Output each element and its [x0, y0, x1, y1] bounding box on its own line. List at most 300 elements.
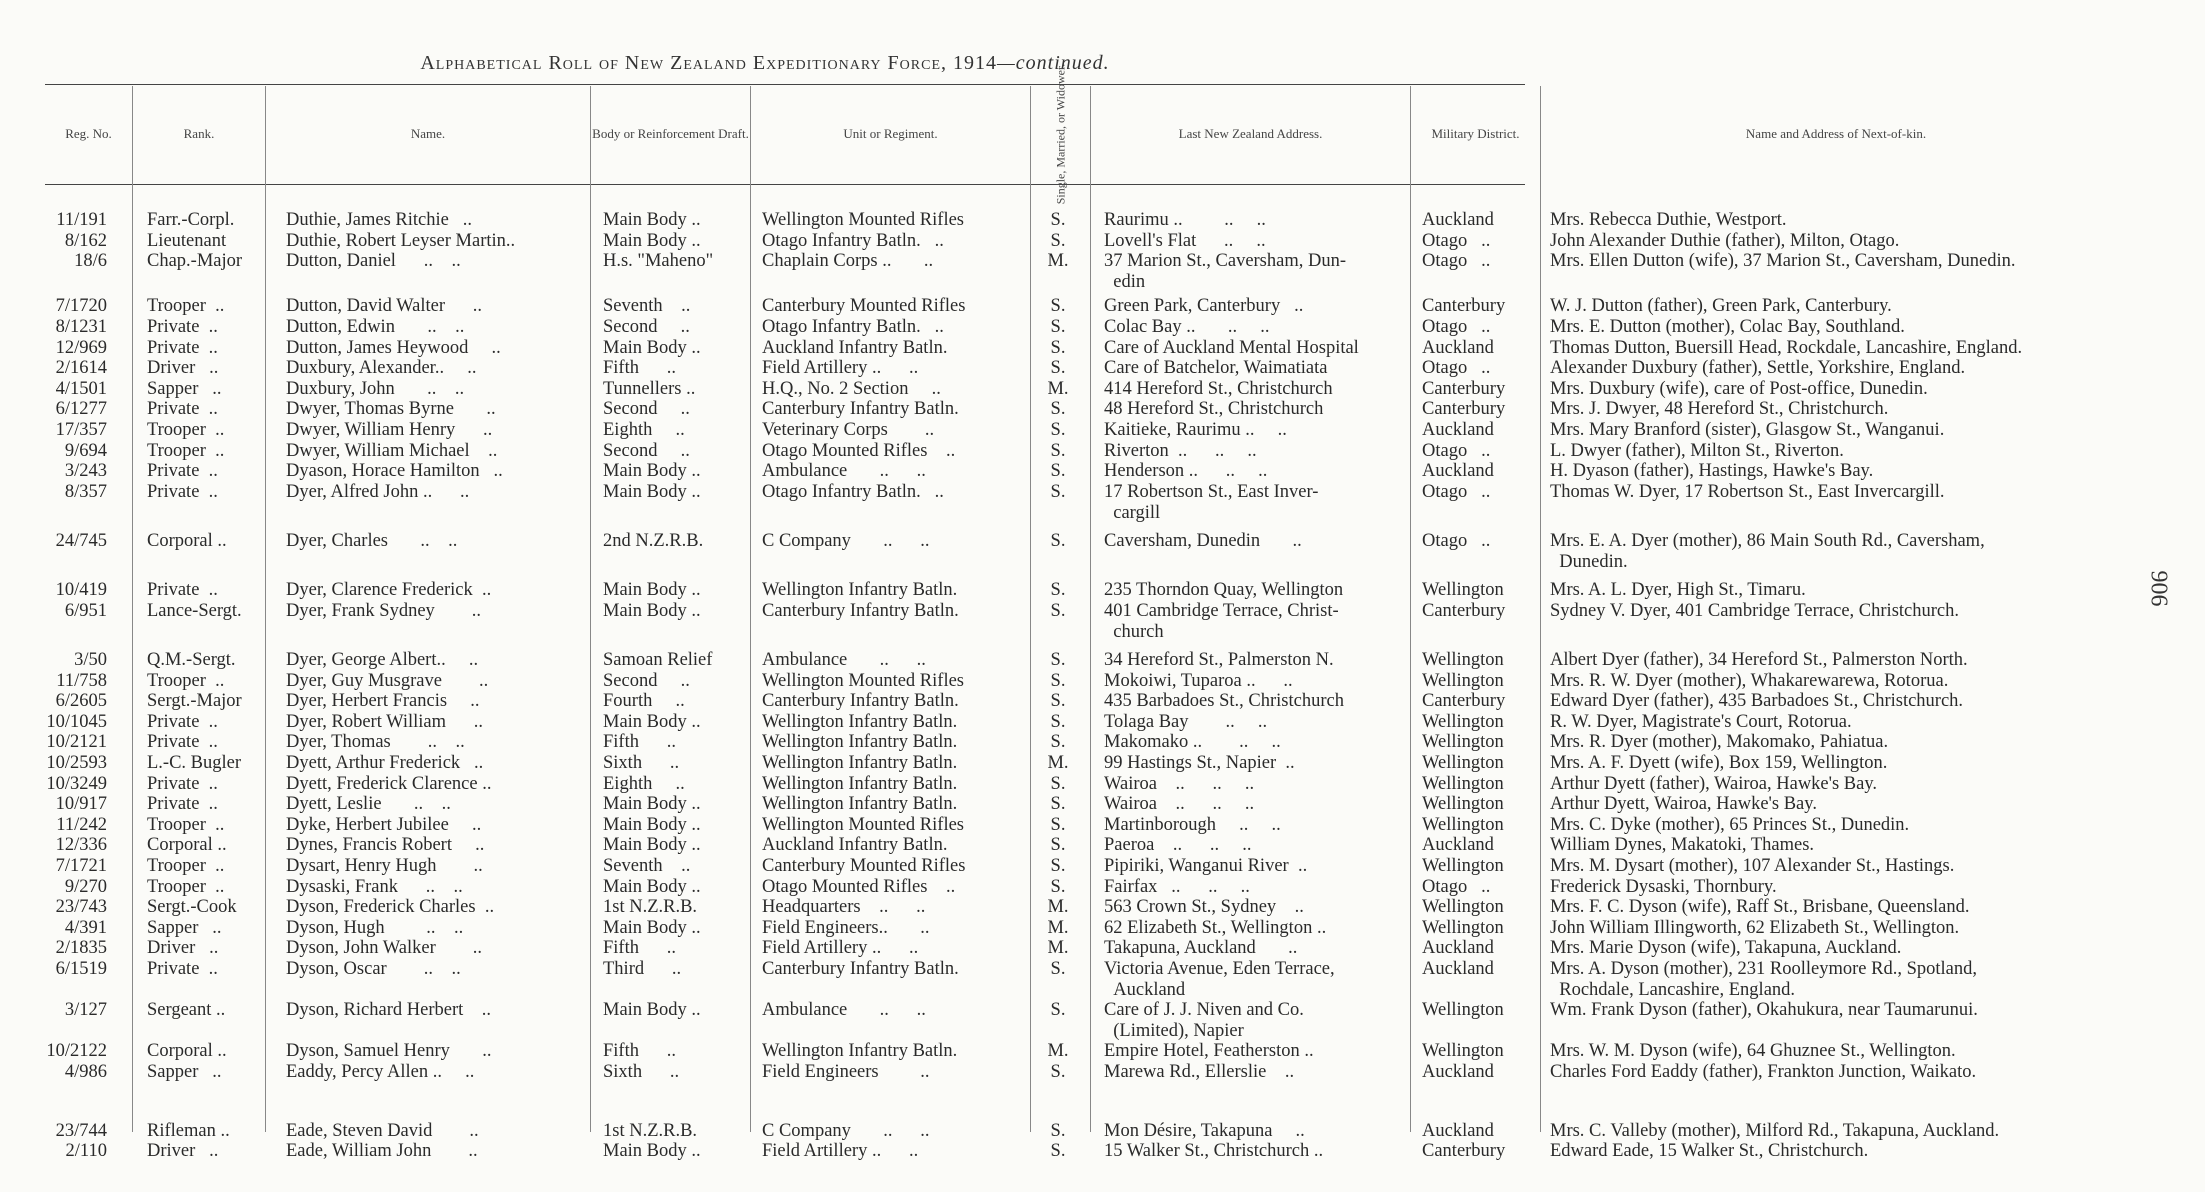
address-cell: 235 Thorndon Quay, Wellington [1104, 580, 1344, 601]
address-cell: Colac Bay .. .. .. [1104, 317, 1270, 337]
unit-cell: Canterbury Mounted Rifles [762, 856, 966, 876]
name-cell: Dyson, Richard Herbert .. [286, 1000, 491, 1021]
status-cell: S. [1050, 856, 1066, 876]
name-cell: Dyke, Herbert Jubilee .. [286, 814, 482, 835]
next-of-kin-cell: John Alexander Duthie (father), Milton, Otago. [1550, 230, 1900, 251]
address-cell: Empire Hotel, Featherston .. [1104, 1041, 1314, 1062]
rank-cell: Corporal .. [147, 1041, 227, 1062]
district-cell: Wellington [1422, 814, 1504, 835]
body-cell: Fifth .. [603, 358, 676, 379]
name-cell: Dysaski, Frank .. .. [286, 876, 463, 897]
status-cell: S. [1050, 440, 1066, 461]
status-cell: M. [1047, 1041, 1069, 1062]
status-cell: M. [1047, 378, 1069, 399]
header-status-text: Single, Married, or Widower. [1053, 63, 1068, 205]
district-cell: Auckland [1422, 1062, 1494, 1082]
rank-cell: Corporal .. [147, 531, 227, 551]
address-cell: Takapuna, Auckland .. [1104, 938, 1298, 959]
next-of-kin-cell: W. J. Dutton (father), Green Park, Canterbury. [1550, 296, 1892, 317]
status-cell: S. [1050, 399, 1066, 420]
reg-no-cell: 2/110 [65, 1141, 107, 1162]
reg-no-cell: 9/270 [64, 876, 107, 897]
rank-cell: Private .. [147, 337, 218, 358]
body-cell: Third .. [603, 959, 682, 979]
status-cell: S. [1050, 481, 1066, 502]
header-district: Military District. [1431, 126, 1520, 141]
header-name: Name. [410, 126, 446, 141]
rank-cell: Trooper .. [147, 876, 225, 897]
unit-cell: Wellington Infantry Batln. [762, 711, 958, 732]
body-cell: Main Body .. [603, 876, 701, 897]
unit-cell: Chaplain Corps .. .. [762, 251, 934, 272]
rank-cell: Private .. [147, 580, 218, 601]
name-cell: Duxbury, John .. .. [286, 378, 465, 399]
district-cell: Auckland [1422, 420, 1494, 440]
header-rank: Rank. [183, 126, 215, 141]
unit-cell: Ambulance .. .. [762, 650, 926, 670]
district-cell: Otago .. [1422, 876, 1491, 897]
rank-cell: Sergeant .. [147, 1000, 226, 1021]
status-cell: S. [1050, 580, 1066, 601]
rank-cell: Private .. [147, 773, 218, 794]
body-cell: Sixth .. [603, 753, 680, 773]
name-cell: Dyer, Guy Musgrave .. [286, 670, 489, 691]
unit-cell: Field Artillery .. .. [762, 938, 919, 959]
address-cell: Fairfax .. .. .. [1104, 876, 1250, 897]
reg-no-cell: 23/743 [55, 897, 107, 918]
unit-cell: C Company .. .. [762, 531, 930, 551]
district-cell: Wellington [1422, 670, 1504, 691]
next-of-kin-cell: William Dynes, Makatoki, Thames. [1550, 835, 1815, 856]
unit-cell: Field Engineers .. [762, 1062, 930, 1082]
address-cell: Marewa Rd., Ellerslie .. [1104, 1062, 1295, 1082]
unit-cell: Canterbury Infantry Batln. [762, 399, 959, 420]
next-of-kin-cell: H. Dyason (father), Hastings, Hawke's Bay. [1550, 461, 1874, 482]
district-cell: Wellington [1422, 1000, 1504, 1021]
unit-cell: Field Engineers.. .. [762, 917, 930, 938]
next-of-kin-cell: Mrs. Marie Dyson (wife), Takapuna, Auckland. [1550, 938, 1902, 959]
district-cell: Otago .. [1422, 481, 1491, 502]
name-cell: Dysart, Henry Hugh .. [286, 856, 483, 876]
rank-cell: Chap.-Major [147, 251, 243, 272]
unit-cell: Wellington Infantry Batln. [762, 1041, 958, 1062]
body-cell: Main Body .. [603, 461, 701, 482]
status-cell: S. [1050, 420, 1066, 440]
name-cell: Dyson, Frederick Charles .. [286, 897, 495, 918]
next-of-kin-cell: R. W. Dyer, Magistrate's Court, Rotorua. [1550, 711, 1852, 732]
status-cell: M. [1047, 938, 1069, 959]
status-cell: S. [1050, 670, 1066, 691]
address-cell: Kaitieke, Raurimu .. .. [1104, 420, 1287, 440]
name-cell: Dyer, Herbert Francis .. [286, 691, 480, 712]
next-of-kin-cell: Mrs. M. Dysart (mother), 107 Alexander St., Hastings. [1550, 856, 1955, 876]
status-cell: S. [1050, 1062, 1066, 1082]
body-cell: Main Body .. [603, 1000, 701, 1021]
unit-cell: Canterbury Infantry Batln. [762, 959, 959, 979]
unit-cell: Wellington Infantry Batln. [762, 773, 958, 794]
rank-cell: Private .. [147, 461, 218, 482]
unit-cell: Veterinary Corps .. [762, 420, 935, 440]
reg-no-cell: 4/391 [64, 917, 107, 938]
address-cell: 34 Hereford St., Palmerston N. [1104, 650, 1334, 670]
reg-no-cell: 24/745 [55, 531, 107, 551]
body-cell: Main Body .. [603, 794, 701, 815]
next-of-kin-cell: Mrs. A. F. Dyett (wife), Box 159, Wellington. [1550, 753, 1888, 773]
reg-no-cell: 2/1614 [55, 358, 107, 379]
address-cell: Victoria Avenue, Eden Terrace, Auckland [1104, 959, 1335, 1000]
district-cell: Wellington [1422, 856, 1504, 876]
name-cell: Dyett, Arthur Frederick .. [286, 753, 484, 773]
reg-no-cell: 7/1720 [55, 296, 107, 317]
address-cell: Mon Désire, Takapuna .. [1104, 1120, 1305, 1141]
status-cell: S. [1050, 876, 1066, 897]
next-of-kin-cell: Mrs. Duxbury (wife), care of Post-office, Dunedin. [1550, 378, 1928, 399]
address-cell: 62 Elizabeth St., Wellington .. [1104, 917, 1327, 938]
rank-cell: Trooper .. [147, 670, 225, 691]
body-cell: Second .. [603, 440, 690, 461]
next-of-kin-cell: Mrs. E. Dutton (mother), Colac Bay, Southland. [1550, 317, 1905, 337]
address-cell: 563 Crown St., Sydney .. [1104, 897, 1304, 918]
body-cell: Eighth .. [603, 420, 685, 440]
address-cell: 48 Hereford St., Christchurch [1104, 399, 1324, 420]
name-cell: Dyer, Clarence Frederick .. [286, 580, 492, 601]
unit-cell: Wellington Mounted Rifles [762, 814, 964, 835]
body-cell: Eighth .. [603, 773, 685, 794]
rank-cell: Trooper .. [147, 856, 225, 876]
status-cell: M. [1047, 917, 1069, 938]
rank-cell: Sapper .. [147, 378, 222, 399]
district-cell: Auckland [1422, 337, 1494, 358]
name-cell: Dyer, Charles .. .. [286, 531, 458, 551]
body-cell: Main Body .. [603, 711, 701, 732]
body-cell: Main Body .. [603, 580, 701, 601]
body-cell: Main Body .. [603, 814, 701, 835]
address-cell: Raurimu .. .. .. [1104, 210, 1266, 230]
page-number: 906 [2145, 570, 2172, 607]
rank-cell: Sapper .. [147, 1062, 222, 1082]
address-cell: 435 Barbadoes St., Christchurch [1104, 691, 1344, 712]
address-cell: Henderson .. .. .. [1104, 461, 1268, 482]
reg-no-cell: 4/1501 [55, 378, 107, 399]
next-of-kin-cell: Mrs. A. Dyson (mother), 231 Roolleymore Rd., Spotland, Rochdale, Lancashire, England. [1550, 959, 1978, 1000]
district-cell: Canterbury [1422, 691, 1506, 712]
body-cell: Main Body .. [603, 481, 701, 502]
status-cell: S. [1050, 959, 1066, 979]
header-reg-no: Reg. No. [65, 126, 112, 141]
status-cell: S. [1050, 531, 1066, 551]
status-cell: S. [1050, 210, 1066, 230]
district-cell: Wellington [1422, 897, 1504, 918]
reg-no-cell: 8/162 [64, 230, 107, 251]
name-cell: Dyson, Hugh .. .. [286, 917, 464, 938]
name-cell: Dutton, David Walter .. [286, 296, 482, 317]
name-cell: Duthie, James Ritchie .. [286, 210, 472, 230]
reg-no-cell: 11/758 [56, 670, 107, 691]
rank-cell: Private .. [147, 481, 218, 502]
status-cell: M. [1047, 753, 1069, 773]
reg-no-cell: 7/1721 [55, 856, 107, 876]
next-of-kin-cell: Wm. Frank Dyson (father), Okahukura, near Taumarunui. [1550, 1000, 1978, 1021]
address-cell: Lovell's Flat .. .. [1104, 230, 1266, 251]
reg-no-cell: 12/969 [55, 337, 107, 358]
next-of-kin-cell: Mrs. J. Dwyer, 48 Hereford St., Christchurch. [1550, 399, 1889, 420]
status-cell: S. [1050, 711, 1066, 732]
body-cell: Main Body .. [603, 230, 701, 251]
next-of-kin-cell: Mrs. R. Dyer (mother), Makomako, Pahiatua. [1550, 732, 1889, 753]
status-cell: S. [1050, 358, 1066, 379]
reg-no-cell: 6/1277 [55, 399, 107, 420]
address-cell: 401 Cambridge Terrace, Christ- church [1104, 600, 1339, 642]
address-cell: Paeroa .. .. .. [1104, 835, 1252, 856]
reg-no-cell: 10/3249 [46, 773, 107, 794]
body-cell: Second .. [603, 670, 690, 691]
reg-no-cell: 10/2122 [46, 1041, 107, 1062]
unit-cell: Canterbury Mounted Rifles [762, 296, 966, 317]
rank-cell: Lieutenant [147, 230, 227, 251]
reg-no-cell: 2/1835 [55, 938, 107, 959]
next-of-kin-cell: Arthur Dyett (father), Wairoa, Hawke's Bay. [1550, 773, 1878, 794]
address-cell: Wairoa .. .. .. [1104, 794, 1255, 815]
district-cell: Wellington [1422, 794, 1504, 815]
unit-cell: Otago Infantry Batln. .. [762, 481, 944, 502]
unit-cell: Auckland Infantry Batln. [762, 337, 948, 358]
rank-cell: L.-C. Bugler [147, 753, 242, 773]
unit-cell: Ambulance .. .. [762, 1000, 926, 1021]
body-cell: Fourth .. [603, 691, 685, 712]
status-cell: S. [1050, 1120, 1066, 1141]
name-cell: Eade, Steven David .. [286, 1120, 479, 1141]
next-of-kin-cell: Charles Ford Eaddy (father), Frankton Junction, Waikato. [1550, 1062, 1977, 1082]
unit-cell: C Company .. .. [762, 1120, 930, 1141]
address-cell: Green Park, Canterbury .. [1104, 296, 1304, 317]
name-cell: Dutton, Edwin .. .. [286, 317, 465, 337]
unit-cell: Otago Infantry Batln. .. [762, 230, 944, 251]
reg-no-cell: 10/1045 [46, 711, 107, 732]
next-of-kin-cell: Mrs. C. Dyke (mother), 65 Princes St., Dunedin. [1550, 814, 1910, 835]
header-body: Body or Reinforcement Draft. [592, 126, 749, 141]
header-kin: Name and Address of Next-of-kin. [1745, 126, 1927, 141]
status-cell: S. [1050, 230, 1066, 251]
unit-cell: Headquarters .. .. [762, 897, 926, 918]
rank-cell: Driver .. [147, 1141, 219, 1162]
address-cell: Wairoa .. .. .. [1104, 773, 1255, 794]
rank-cell: Driver .. [147, 358, 219, 379]
reg-no-cell: 6/2605 [55, 691, 107, 712]
body-cell: Fifth .. [603, 1041, 676, 1062]
unit-cell: Field Artillery .. .. [762, 1141, 919, 1162]
status-cell: S. [1050, 835, 1066, 856]
address-cell: Care of Batchelor, Waimatiata [1104, 358, 1328, 379]
body-cell: Tunnellers .. [603, 378, 696, 399]
header-address: Last New Zealand Address. [1178, 126, 1323, 141]
name-cell: Dyer, Thomas .. .. [286, 732, 465, 753]
reg-no-cell: 10/419 [55, 580, 107, 601]
name-cell: Eade, William John .. [286, 1141, 478, 1162]
unit-cell: Otago Mounted Rifles .. [762, 876, 956, 897]
district-cell: Wellington [1422, 917, 1504, 938]
reg-no-cell: 11/242 [56, 814, 107, 835]
name-cell: Dyson, Oscar .. .. [286, 959, 461, 979]
reg-no-cell: 23/744 [55, 1120, 107, 1141]
reg-no-cell: 8/357 [64, 481, 107, 502]
address-cell: Mokoiwi, Tuparoa .. .. [1104, 670, 1293, 691]
name-cell: Dyer, Frank Sydney .. [286, 600, 482, 621]
reg-no-cell: 3/127 [64, 1000, 107, 1021]
reg-no-cell: 11/191 [56, 210, 107, 230]
name-cell: Duxbury, Alexander.. .. [286, 358, 477, 379]
unit-cell: Auckland Infantry Batln. [762, 835, 948, 856]
reg-no-cell: 8/1231 [55, 317, 107, 337]
reg-no-cell: 3/50 [74, 650, 107, 670]
header-unit: Unit or Regiment. [843, 126, 938, 141]
address-cell: Pipiriki, Wanganui River .. [1104, 856, 1308, 876]
next-of-kin-cell: Mrs. Ellen Dutton (wife), 37 Marion St., Caversham, Dunedin. [1550, 251, 2016, 272]
next-of-kin-cell: Mrs. C. Valleby (mother), Milford Rd., Takapuna, Auckland. [1550, 1120, 2000, 1141]
next-of-kin-cell: John William Illingworth, 62 Elizabeth St., Wellington. [1550, 917, 1960, 938]
district-cell: Otago .. [1422, 358, 1491, 379]
name-cell: Dwyer, William Henry .. [286, 420, 493, 440]
district-cell: Canterbury [1422, 1141, 1506, 1162]
name-cell: Dyson, John Walker .. [286, 938, 483, 959]
rank-cell: Trooper .. [147, 440, 225, 461]
unit-cell: Wellington Mounted Rifles [762, 210, 964, 230]
unit-cell: Field Artillery .. .. [762, 358, 919, 379]
reg-no-cell: 6/951 [64, 600, 107, 621]
rank-cell: Driver .. [147, 938, 219, 959]
district-cell: Auckland [1422, 835, 1494, 856]
rank-cell: Sergt.-Major [147, 691, 242, 712]
next-of-kin-cell: Frederick Dysaski, Thornbury. [1550, 876, 1777, 897]
next-of-kin-cell: Sydney V. Dyer, 401 Cambridge Terrace, Christchurch. [1550, 600, 1959, 621]
status-cell: S. [1050, 732, 1066, 753]
unit-cell: Otago Infantry Batln. .. [762, 317, 944, 337]
next-of-kin-cell: Edward Eade, 15 Walker St., Christchurch. [1550, 1141, 1869, 1162]
status-cell: S. [1050, 461, 1066, 482]
reg-no-cell: 10/917 [55, 794, 107, 815]
reg-no-cell: 4/986 [64, 1062, 107, 1082]
district-cell: Otago .. [1422, 317, 1491, 337]
body-cell: Fifth .. [603, 732, 676, 753]
next-of-kin-cell: Arthur Dyett, Wairoa, Hawke's Bay. [1550, 794, 1817, 815]
district-cell: Canterbury [1422, 399, 1506, 420]
name-cell: Dynes, Francis Robert .. [286, 835, 485, 856]
rank-cell: Sapper .. [147, 917, 222, 938]
status-cell: S. [1050, 600, 1066, 621]
unit-cell: H.Q., No. 2 Section .. [762, 378, 941, 399]
body-cell: Sixth .. [603, 1062, 680, 1082]
rank-cell: Private .. [147, 732, 218, 753]
district-cell: Wellington [1422, 650, 1504, 670]
rank-cell: Q.M.-Sergt. [147, 650, 236, 670]
rank-cell: Private .. [147, 399, 218, 420]
name-cell: Dwyer, William Michael .. [286, 440, 498, 461]
rank-cell: Trooper .. [147, 296, 225, 317]
address-cell: 414 Hereford St., Christchurch [1104, 378, 1333, 399]
body-cell: 1st N.Z.R.B. [603, 897, 698, 918]
next-of-kin-cell: Thomas Dutton, Buersill Head, Rockdale, Lancashire, England. [1550, 337, 2023, 358]
next-of-kin-cell: Mrs. F. C. Dyson (wife), Raff St., Brisbane, Queensland. [1550, 897, 1970, 918]
unit-cell: Wellington Infantry Batln. [762, 580, 958, 601]
body-cell: 1st N.Z.R.B. [603, 1120, 698, 1141]
district-cell: Wellington [1422, 732, 1504, 753]
reg-no-cell: 17/357 [55, 420, 107, 440]
next-of-kin-cell: Alexander Duxbury (father), Settle, Yorkshire, England. [1550, 358, 1966, 379]
body-cell: Main Body .. [603, 835, 701, 856]
rank-cell: Lance-Sergt. [147, 600, 242, 621]
address-cell: Care of J. J. Niven and Co. (Limited), Napier [1104, 1000, 1304, 1042]
name-cell: Eaddy, Percy Allen .. .. [286, 1062, 475, 1082]
reg-no-cell: 3/243 [64, 461, 107, 482]
body-cell: Seventh .. [603, 856, 691, 876]
next-of-kin-cell: Edward Dyer (father), 435 Barbadoes St., Christchurch. [1550, 691, 1964, 712]
body-cell: Samoan Relief [603, 650, 713, 670]
unit-cell: Ambulance .. .. [762, 461, 926, 482]
unit-cell: Wellington Mounted Rifles [762, 670, 964, 691]
district-cell: Wellington [1422, 773, 1504, 794]
body-cell: Second .. [603, 317, 690, 337]
district-cell: Canterbury [1422, 600, 1506, 621]
name-cell: Dyett, Frederick Clarence .. [286, 773, 492, 794]
next-of-kin-cell: Thomas W. Dyer, 17 Robertson St., East Invercargill. [1550, 481, 1945, 502]
next-of-kin-cell: Mrs. R. W. Dyer (mother), Whakarewarewa, Rotorua. [1550, 670, 1949, 691]
next-of-kin-cell: Mrs. W. M. Dyson (wife), 64 Ghuznee St., Wellington. [1550, 1041, 1956, 1062]
body-cell: Main Body .. [603, 337, 701, 358]
district-cell: Wellington [1422, 580, 1504, 601]
address-cell: Care of Auckland Mental Hospital [1104, 337, 1359, 358]
body-cell: Main Body .. [603, 210, 701, 230]
body-cell: Seventh .. [603, 296, 691, 317]
body-cell: 2nd N.Z.R.B. [603, 531, 704, 551]
reg-no-cell: 12/336 [55, 835, 107, 856]
body-cell: H.s. "Maheno" [603, 251, 714, 272]
name-cell: Dwyer, Thomas Byrne .. [286, 399, 496, 420]
name-cell: Dutton, Daniel .. .. [286, 251, 461, 272]
title-text: Alphabetical Roll of New Zealand Expeditionary Force, 1914 [420, 52, 997, 74]
status-cell: S. [1050, 794, 1066, 815]
district-cell: Canterbury [1422, 378, 1506, 399]
address-cell: Riverton .. .. .. [1104, 440, 1257, 461]
district-cell: Otago .. [1422, 531, 1491, 551]
name-cell: Dyer, Robert William .. [286, 711, 484, 732]
name-cell: Dyer, Alfred John .. .. [286, 481, 470, 502]
address-cell: Tolaga Bay .. .. [1104, 711, 1268, 732]
unit-cell: Otago Mounted Rifles .. [762, 440, 956, 461]
address-cell: 15 Walker St., Christchurch .. [1104, 1141, 1324, 1162]
address-cell: Martinborough .. .. [1104, 814, 1281, 835]
title-continued: —continued. [997, 52, 1110, 74]
district-cell: Wellington [1422, 1041, 1504, 1062]
body-cell: Second .. [603, 399, 690, 420]
unit-cell: Wellington Infantry Batln. [762, 794, 958, 815]
status-cell: S. [1050, 691, 1066, 712]
address-cell: 37 Marion St., Caversham, Dun- edin [1104, 251, 1347, 293]
next-of-kin-cell: Albert Dyer (father), 34 Hereford St., Palmerston North. [1550, 650, 1968, 670]
body-cell: Fifth .. [603, 938, 676, 959]
body-cell: Main Body .. [603, 1141, 701, 1162]
status-cell: M. [1047, 897, 1069, 918]
name-cell: Dyson, Samuel Henry .. [286, 1041, 492, 1062]
reg-no-cell: 18/6 [74, 251, 107, 272]
address-cell: Makomako .. .. .. [1104, 732, 1281, 753]
status-cell: S. [1050, 296, 1066, 317]
district-cell: Wellington [1422, 711, 1504, 732]
next-of-kin-cell: Mrs. E. A. Dyer (mother), 86 Main South Rd., Caversham, Dunedin. [1550, 531, 1985, 572]
rank-cell: Private .. [147, 711, 218, 732]
district-cell: Otago .. [1422, 251, 1491, 272]
district-cell: Wellington [1422, 753, 1504, 773]
address-cell: 99 Hastings St., Napier .. [1104, 753, 1295, 773]
rank-cell: Trooper .. [147, 814, 225, 835]
